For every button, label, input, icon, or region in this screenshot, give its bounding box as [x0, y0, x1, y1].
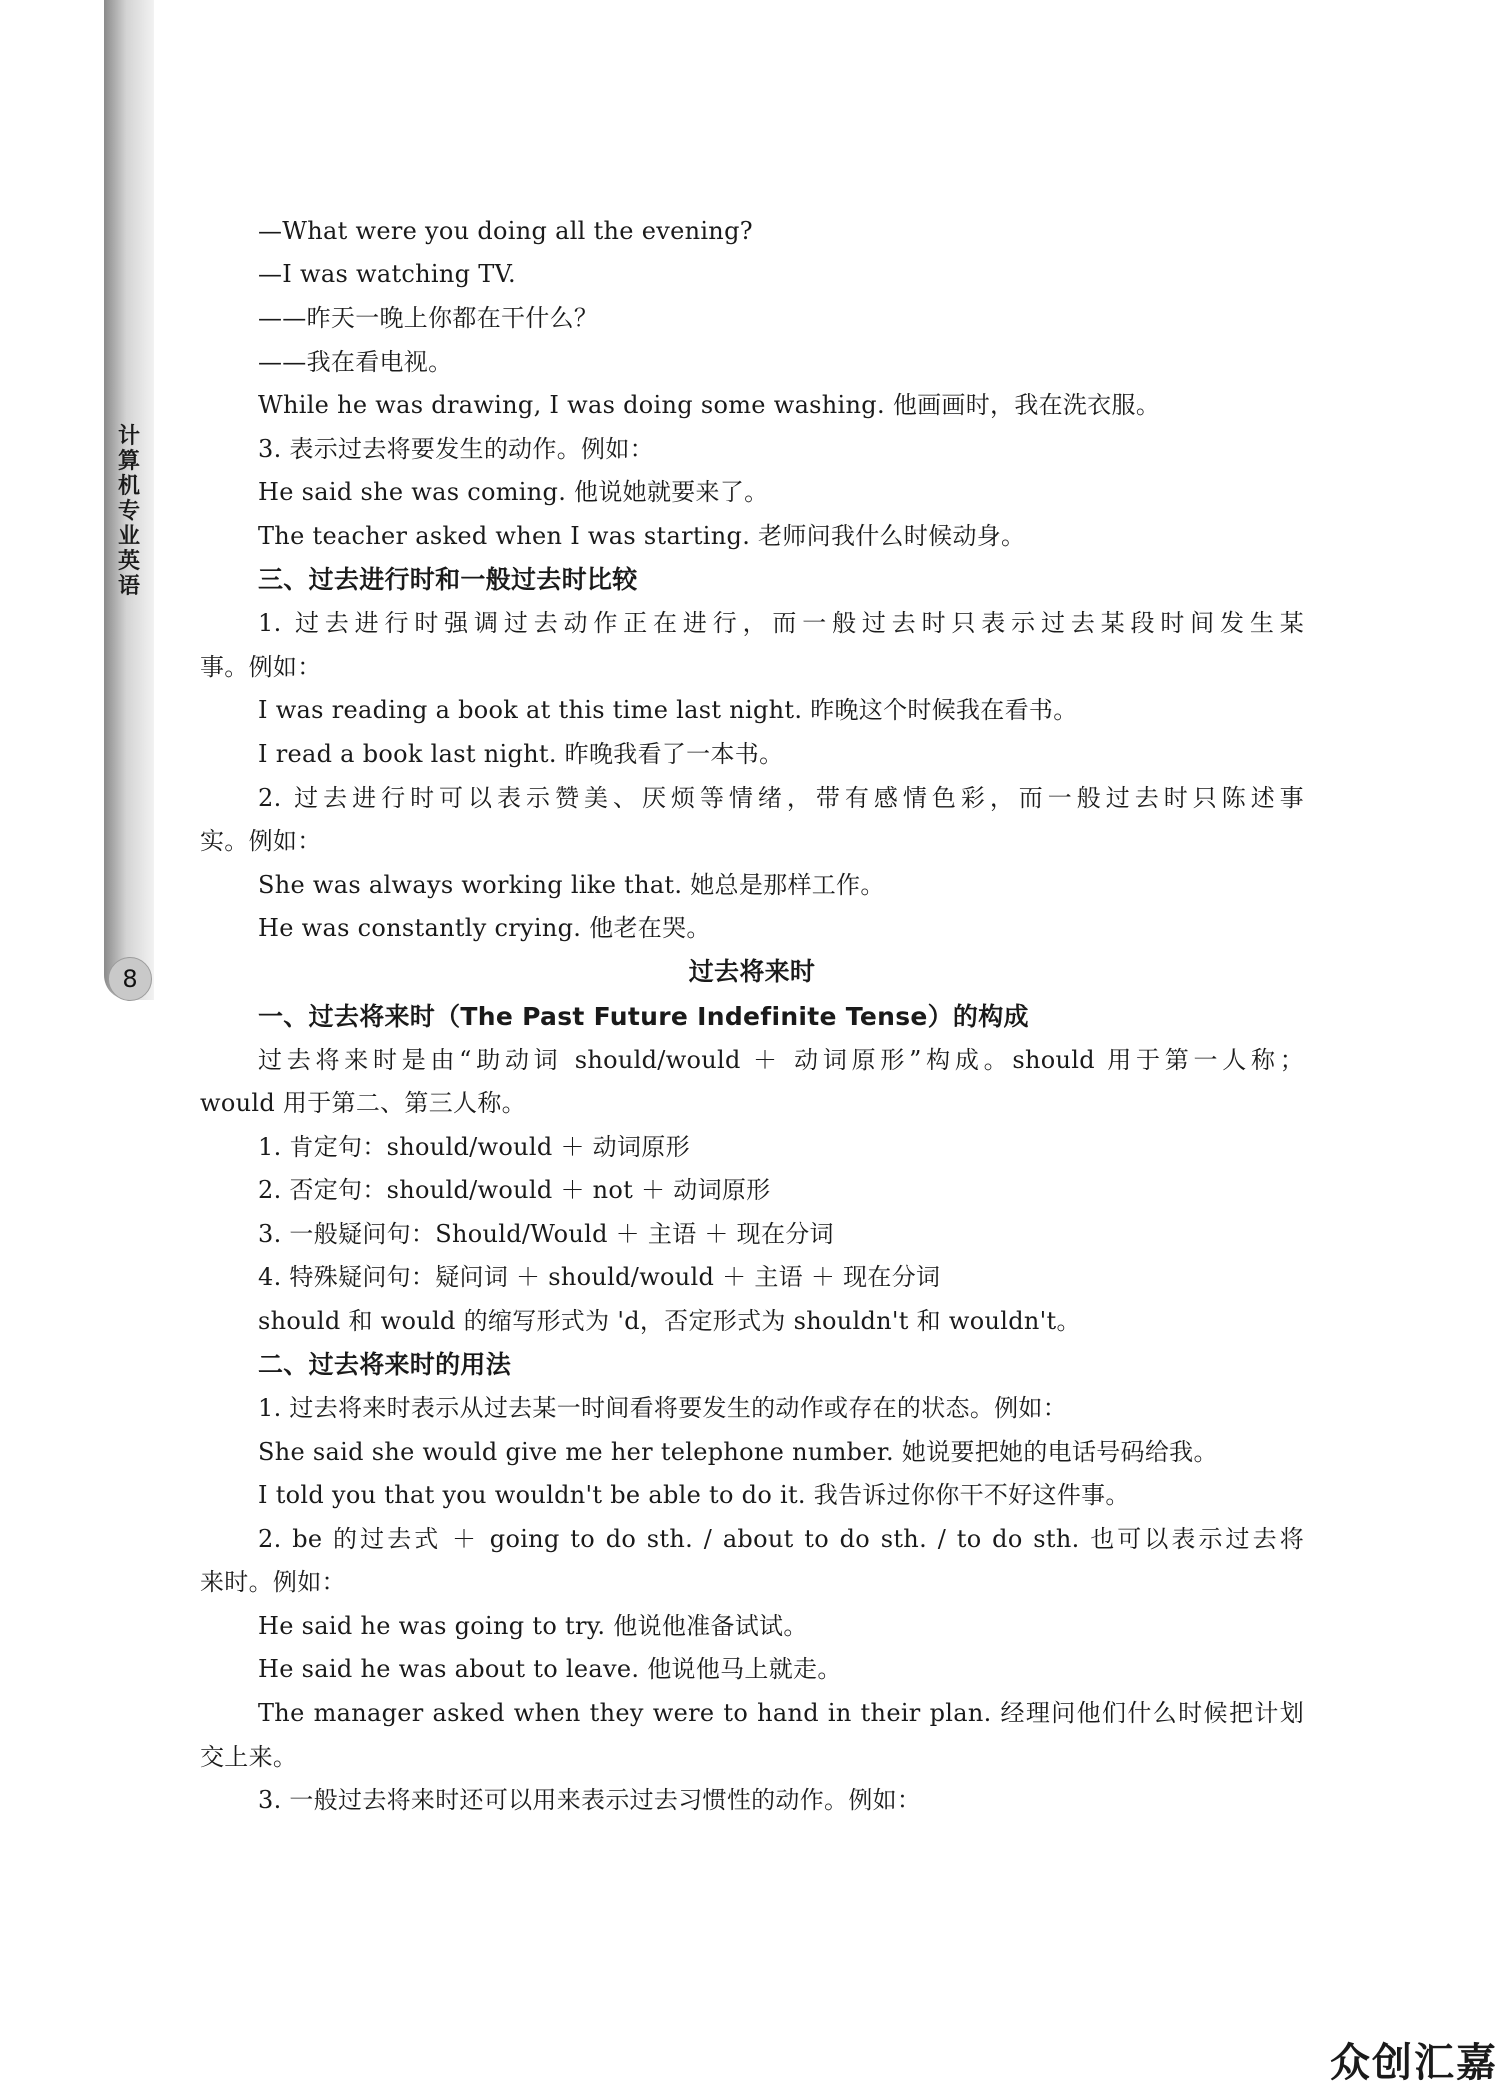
text-line: 2. 过去进行时可以表示赞美、厌烦等情绪，带有感情色彩，而一般过去时只陈述事 [258, 784, 1304, 812]
text-line: 2. 否定句：should/would ＋ not ＋ 动词原形 [258, 1176, 771, 1204]
text-line: The teacher asked when I was starting. 老师问我什么时候动身。 [258, 522, 1026, 550]
section-heading: 二、过去将来时的用法 [258, 1350, 512, 1379]
chapter-title: 过去将来时 [688, 957, 816, 986]
text-line: —What were you doing all the evening? [258, 217, 753, 245]
section-heading: 一、过去将来时（The Past Future Indefinite Tense）的构成 [258, 1002, 1029, 1031]
text-line: 交上来。 [200, 1743, 298, 1771]
text-line: She said she would give me her telephone number. 她说要把她的电话号码给我。 [258, 1438, 1218, 1466]
text-line: 1. 肯定句：should/would ＋ 动词原形 [258, 1133, 690, 1161]
text-line: I read a book last night. 昨晚我看了一本书。 [258, 740, 784, 768]
text-line: He said she was coming. 他说她就要来了。 [258, 478, 769, 506]
text-line: 4. 特殊疑问句：疑问词 ＋ should/would ＋ 主语 ＋ 现在分词 [258, 1263, 941, 1291]
text-line: would 用于第二、第三人称。 [200, 1089, 526, 1117]
text-line: 事。例如： [200, 653, 322, 681]
watermark-logo: 众创汇嘉 [1330, 2040, 1498, 2086]
text-line: 来时。例如： [200, 1568, 346, 1596]
text-line: should 和 would 的缩写形式为 'd，否定形式为 shouldn't 和 wouldn't。 [258, 1307, 1081, 1335]
text-line: 过去将来时是由“助动词 should/would ＋ 动词原形”构成。should 用于第一人称； [258, 1046, 1304, 1074]
text-line: He said he was going to try. 他说他准备试试。 [258, 1612, 808, 1640]
text-line: 1. 过去进行时强调过去动作正在进行，而一般过去时只表示过去某段时间发生某 [258, 609, 1304, 637]
text-line: I was reading a book at this time last night. 昨晚这个时候我在看书。 [258, 696, 1078, 724]
sidebar-book-title: 计算机专业英语 [117, 424, 140, 599]
text-line: 3. 表示过去将要发生的动作。例如： [258, 435, 654, 463]
text-line: —I was watching TV. [258, 260, 516, 288]
text-line: 实。例如： [200, 827, 322, 855]
text-line: 1. 过去将来时表示从过去某一时间看将要发生的动作或存在的状态。例如： [258, 1394, 1068, 1422]
page-number-badge: 8 [108, 957, 152, 1001]
section-heading: 三、过去进行时和一般过去时比较 [258, 565, 638, 594]
text-line: ——昨天一晚上你都在干什么？ [258, 304, 599, 332]
text-line: 3. 一般疑问句：Should/Would ＋ 主语 ＋ 现在分词 [258, 1220, 834, 1248]
text-line: The manager asked when they were to hand in their plan. 经理问他们什么时候把计划 [258, 1699, 1304, 1727]
text-line: While he was drawing, I was doing some washing. 他画画时，我在洗衣服。 [258, 391, 1161, 419]
text-line: I told you that you wouldn't be able to do it. 我告诉过你你干不好这件事。 [258, 1481, 1130, 1509]
text-line: She was always working like that. 她总是那样工作。 [258, 871, 885, 899]
text-line: 3. 一般过去将来时还可以用来表示过去习惯性的动作。例如： [258, 1786, 922, 1814]
text-line: He was constantly crying. 他老在哭。 [258, 914, 711, 942]
text-line: ——我在看电视。 [258, 348, 453, 376]
text-line: He said he was about to leave. 他说他马上就走。 [258, 1655, 842, 1683]
text-line: 2. be 的过去式 ＋ going to do sth. / about to do sth. / to do sth. 也可以表示过去将 [258, 1525, 1304, 1553]
